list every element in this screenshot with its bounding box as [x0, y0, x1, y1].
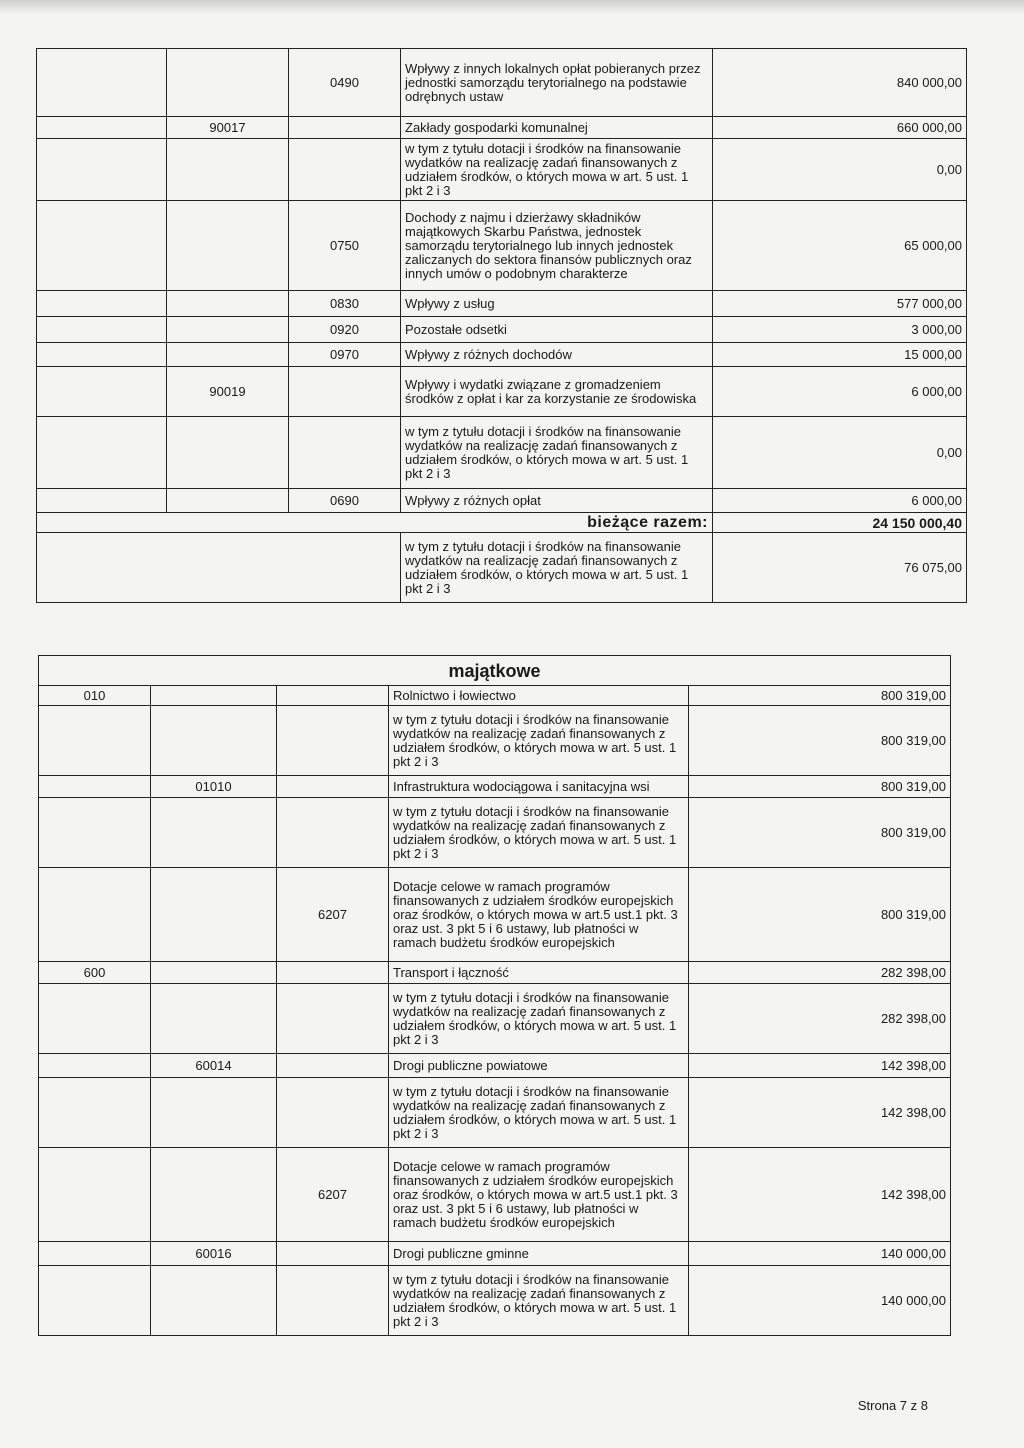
amount: 0,00 — [713, 139, 967, 201]
description: w tym z tytułu dotacji i środków na finansowanie wydatków na realizację zadań finansowanych z udziałem środków, o których mowa w art. 5 ust. 1 pkt 2 i 3 — [389, 984, 689, 1054]
current-revenue-table — [36, 48, 967, 603]
chapter-code — [151, 984, 277, 1054]
paragraph-code: 0830 — [289, 291, 401, 317]
chapter-code: 90017 — [167, 117, 289, 139]
description: Infrastruktura wodociągowa i sanitacyjna wsi — [389, 776, 689, 798]
chapter-code — [167, 49, 289, 117]
description: w tym z tytułu dotacji i środków na finansowanie wydatków na realizację zadań finansowanych z udziałem środków, o których mowa w art. 5 ust. 1 pkt 2 i 3 — [401, 139, 713, 201]
amount: 6 000,00 — [713, 489, 967, 513]
paragraph-code — [289, 117, 401, 139]
chapter-code — [151, 1148, 277, 1242]
chapter-code — [151, 1266, 277, 1336]
chapter-code — [167, 317, 289, 343]
section-code — [37, 417, 167, 489]
amount: 6 000,00 — [713, 367, 967, 417]
chapter-code: 60016 — [151, 1242, 277, 1266]
section-code — [39, 1266, 151, 1336]
section-code — [37, 49, 167, 117]
amount: 577 000,00 — [713, 291, 967, 317]
paragraph-code — [277, 962, 389, 984]
table-row — [37, 417, 967, 489]
section-code — [37, 117, 167, 139]
description: Dotacje celowe w ramach programów finansowanych z udziałem środków europejskich oraz środków, o których mowa w art.5 ust.1 pkt. 3 oraz ust. 3 pkt 5 i 6 ustawy, lub płatności w ramach budżetu środków europejskich — [389, 868, 689, 962]
description: Transport i łączność — [389, 962, 689, 984]
chapter-code — [167, 417, 289, 489]
table-row — [39, 984, 951, 1054]
paragraph-code — [289, 367, 401, 417]
capital-title-row — [39, 656, 951, 686]
chapter-code — [151, 1078, 277, 1148]
current-total-sub-empty — [37, 533, 401, 603]
section-code — [37, 343, 167, 367]
capital-revenue-rows — [39, 686, 951, 1336]
table-row — [37, 49, 967, 117]
paragraph-code — [277, 706, 389, 776]
paragraph-code: 0920 — [289, 317, 401, 343]
current-total-sub-desc: w tym z tytułu dotacji i środków na finansowanie wydatków na realizację zadań finansowanych z udziałem środków, o których mowa w art. 5 ust. 1 pkt 2 i 3 — [401, 533, 713, 603]
capital-title-block — [39, 656, 951, 686]
table-row — [37, 343, 967, 367]
table-row — [37, 139, 967, 201]
amount: 282 398,00 — [689, 984, 951, 1054]
table-row — [39, 868, 951, 962]
chapter-code — [151, 686, 277, 706]
description: Wpływy z różnych dochodów — [401, 343, 713, 367]
description: Drogi publiczne gminne — [389, 1242, 689, 1266]
table-row — [39, 1054, 951, 1078]
table-row — [39, 776, 951, 798]
chapter-code: 90019 — [167, 367, 289, 417]
paragraph-code — [277, 798, 389, 868]
amount: 0,00 — [713, 417, 967, 489]
description: Rolnictwo i łowiectwo — [389, 686, 689, 706]
table-row — [39, 798, 951, 868]
section-code — [39, 1078, 151, 1148]
section-code: 600 — [39, 962, 151, 984]
paragraph-code — [277, 1054, 389, 1078]
paragraph-code — [277, 1078, 389, 1148]
description: Dotacje celowe w ramach programów finansowanych z udziałem środków europejskich oraz środków, o których mowa w art.5 ust.1 pkt. 3 oraz ust. 3 pkt 5 i 6 ustawy, lub płatności w ramach budżetu środków europejskich — [389, 1148, 689, 1242]
table-row — [39, 1148, 951, 1242]
description: Wpływy z różnych opłat — [401, 489, 713, 513]
table-row — [39, 1266, 951, 1336]
table-row — [37, 317, 967, 343]
chapter-code — [151, 868, 277, 962]
table-row — [39, 706, 951, 776]
paragraph-code: 0490 — [289, 49, 401, 117]
paragraph-code: 0970 — [289, 343, 401, 367]
description: Dochody z najmu i dzierżawy składników majątkowych Skarbu Państwa, jednostek samorządu terytorialnego lub innych jednostek zaliczanych do sektora finansów publicznych oraz innych umów o podobnym charakterze — [401, 201, 713, 291]
amount: 142 398,00 — [689, 1054, 951, 1078]
current-total-sub-row — [37, 533, 967, 603]
table-row — [39, 1242, 951, 1266]
paragraph-code — [289, 139, 401, 201]
section-code — [39, 984, 151, 1054]
description: w tym z tytułu dotacji i środków na finansowanie wydatków na realizację zadań finansowanych z udziałem środków, o których mowa w art. 5 ust. 1 pkt 2 i 3 — [389, 1266, 689, 1336]
chapter-code: 60014 — [151, 1054, 277, 1078]
chapter-code — [167, 489, 289, 513]
description: Wpływy i wydatki związane z gromadzeniem środków z opłat i kar za korzystanie ze środowiska — [401, 367, 713, 417]
amount: 15 000,00 — [713, 343, 967, 367]
description: Pozostałe odsetki — [401, 317, 713, 343]
amount: 140 000,00 — [689, 1242, 951, 1266]
section-code — [37, 291, 167, 317]
page-number: Strona 7 z 8 — [857, 1398, 928, 1413]
amount: 800 319,00 — [689, 686, 951, 706]
chapter-code — [151, 798, 277, 868]
amount: 800 319,00 — [689, 798, 951, 868]
current-total-sub-amount: 76 075,00 — [713, 533, 967, 603]
section-code: 010 — [39, 686, 151, 706]
table-row — [39, 962, 951, 984]
description: w tym z tytułu dotacji i środków na finansowanie wydatków na realizację zadań finansowanych z udziałem środków, o których mowa w art. 5 ust. 1 pkt 2 i 3 — [389, 798, 689, 868]
chapter-code — [151, 706, 277, 776]
paragraph-code: 0750 — [289, 201, 401, 291]
amount: 800 319,00 — [689, 776, 951, 798]
section-code — [39, 776, 151, 798]
amount: 840 000,00 — [713, 49, 967, 117]
section-code — [39, 706, 151, 776]
section-code — [37, 139, 167, 201]
section-code — [39, 1054, 151, 1078]
chapter-code — [151, 962, 277, 984]
current-total-label: bieżące razem: — [37, 513, 713, 533]
description: Wpływy z usług — [401, 291, 713, 317]
description: Zakłady gospodarki komunalnej — [401, 117, 713, 139]
paragraph-code — [277, 776, 389, 798]
table-row — [39, 686, 951, 706]
paragraph-code — [277, 984, 389, 1054]
paragraph-code — [289, 417, 401, 489]
description: w tym z tytułu dotacji i środków na finansowanie wydatków na realizację zadań finansowanych z udziałem środków, o których mowa w art. 5 ust. 1 pkt 2 i 3 — [389, 706, 689, 776]
paragraph-code — [277, 1266, 389, 1336]
chapter-code: 01010 — [151, 776, 277, 798]
section-code — [37, 367, 167, 417]
table-row — [37, 367, 967, 417]
table-row — [37, 117, 967, 139]
section-code — [37, 201, 167, 291]
amount: 142 398,00 — [689, 1078, 951, 1148]
section-code — [39, 798, 151, 868]
table-row — [37, 291, 967, 317]
current-total-block — [37, 513, 967, 603]
amount: 800 319,00 — [689, 868, 951, 962]
current-revenue-rows — [37, 49, 967, 513]
section-code — [39, 868, 151, 962]
chapter-code — [167, 343, 289, 367]
current-total-amount: 24 150 000,40 — [713, 513, 967, 533]
description: Wpływy z innych lokalnych opłat pobieranych przez jednostki samorządu terytorialnego na podstawie odrębnych ustaw — [401, 49, 713, 117]
amount: 3 000,00 — [713, 317, 967, 343]
amount: 660 000,00 — [713, 117, 967, 139]
amount: 800 319,00 — [689, 706, 951, 776]
amount: 65 000,00 — [713, 201, 967, 291]
paragraph-code — [277, 686, 389, 706]
chapter-code — [167, 139, 289, 201]
amount: 142 398,00 — [689, 1148, 951, 1242]
chapter-code — [167, 291, 289, 317]
scan-edge — [0, 0, 1024, 14]
description: Drogi publiczne powiatowe — [389, 1054, 689, 1078]
paragraph-code: 0690 — [289, 489, 401, 513]
paragraph-code: 6207 — [277, 868, 389, 962]
table-row — [37, 201, 967, 291]
amount: 140 000,00 — [689, 1266, 951, 1336]
table-row — [37, 489, 967, 513]
section-code — [39, 1242, 151, 1266]
paragraph-code: 6207 — [277, 1148, 389, 1242]
table-row — [39, 1078, 951, 1148]
description: w tym z tytułu dotacji i środków na finansowanie wydatków na realizację zadań finansowanych z udziałem środków, o których mowa w art. 5 ust. 1 pkt 2 i 3 — [389, 1078, 689, 1148]
capital-section-title: majątkowe — [39, 656, 951, 686]
capital-revenue-table — [38, 655, 951, 1336]
description: w tym z tytułu dotacji i środków na finansowanie wydatków na realizację zadań finansowanych z udziałem środków, o których mowa w art. 5 ust. 1 pkt 2 i 3 — [401, 417, 713, 489]
section-code — [37, 489, 167, 513]
amount: 282 398,00 — [689, 962, 951, 984]
chapter-code — [167, 201, 289, 291]
section-code — [39, 1148, 151, 1242]
paragraph-code — [277, 1242, 389, 1266]
current-total-row — [37, 513, 967, 533]
section-code — [37, 317, 167, 343]
